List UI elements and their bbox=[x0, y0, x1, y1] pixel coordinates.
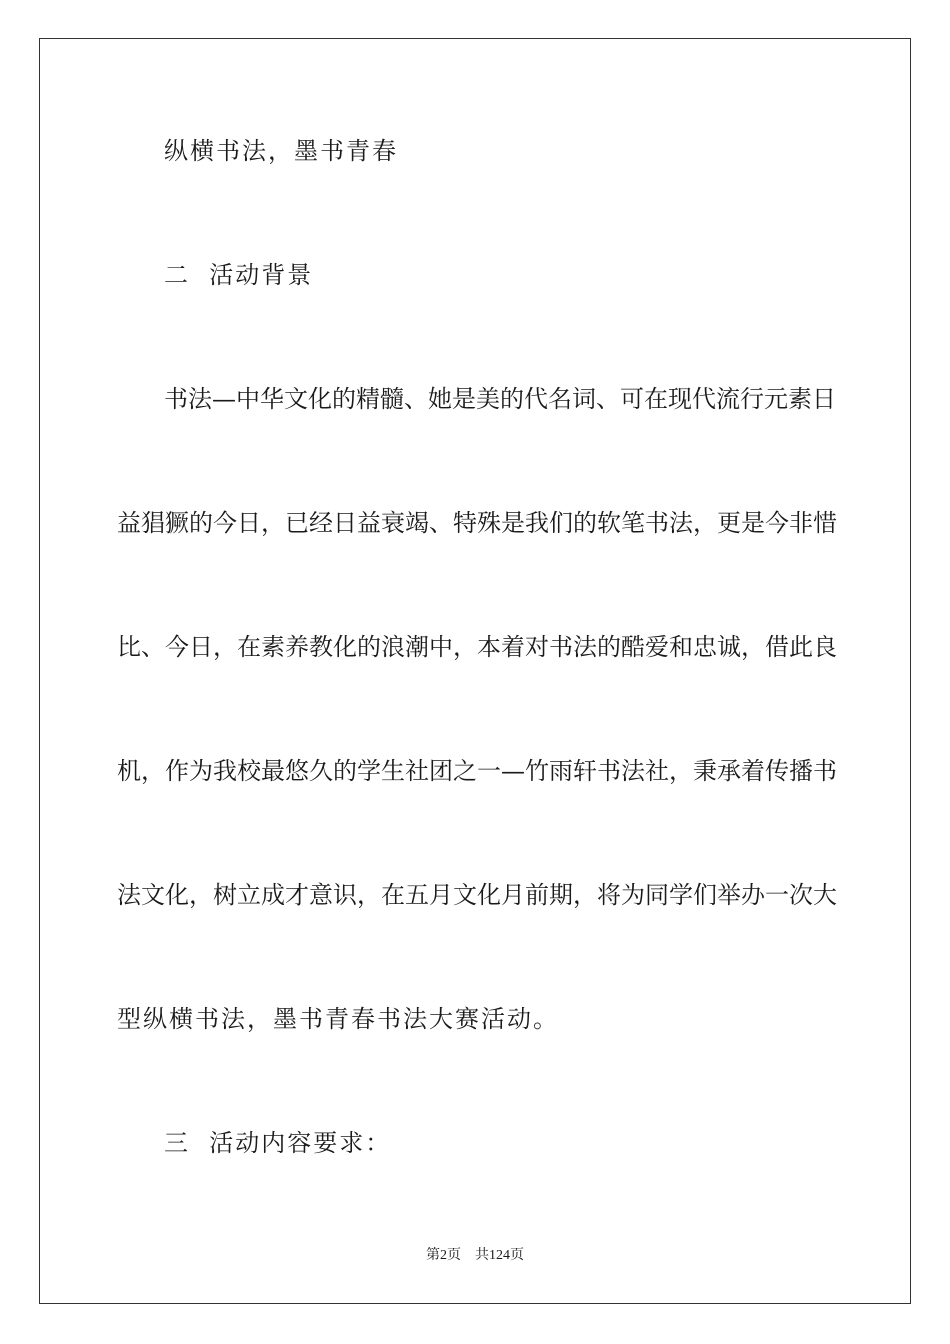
body-line: 法文化，树立成才意识，在五月文化月前期，将为同学们举办一次大 bbox=[117, 881, 837, 909]
section-heading-background: 二 活动背景 bbox=[164, 261, 314, 289]
page-border bbox=[39, 38, 911, 1304]
page-number: 第2页 bbox=[426, 1248, 461, 1263]
body-line: 机，作为我校最悠久的学生社团之一—竹雨轩书法社，秉承着传播书 bbox=[117, 757, 837, 785]
page-total: 共124页 bbox=[475, 1248, 524, 1263]
body-line-last: 型纵横书法，墨书青春书法大赛活动。 bbox=[117, 1005, 559, 1033]
section-heading-content: 三 活动内容要求： bbox=[164, 1129, 392, 1157]
body-line: 书法—中华文化的精髓、她是美的代名词、可在现代流行元素日 bbox=[164, 385, 836, 413]
page-footer bbox=[0, 1246, 950, 1266]
body-line: 比、今日，在素养教化的浪潮中，本着对书法的酷爱和忠诚，借此良 bbox=[117, 633, 837, 661]
body-line: 益猖獗的今日，已经日益衰竭、特殊是我们的软笔书法，更是今非惜 bbox=[117, 509, 837, 537]
slogan-line: 纵横书法，墨书青春 bbox=[164, 137, 398, 165]
